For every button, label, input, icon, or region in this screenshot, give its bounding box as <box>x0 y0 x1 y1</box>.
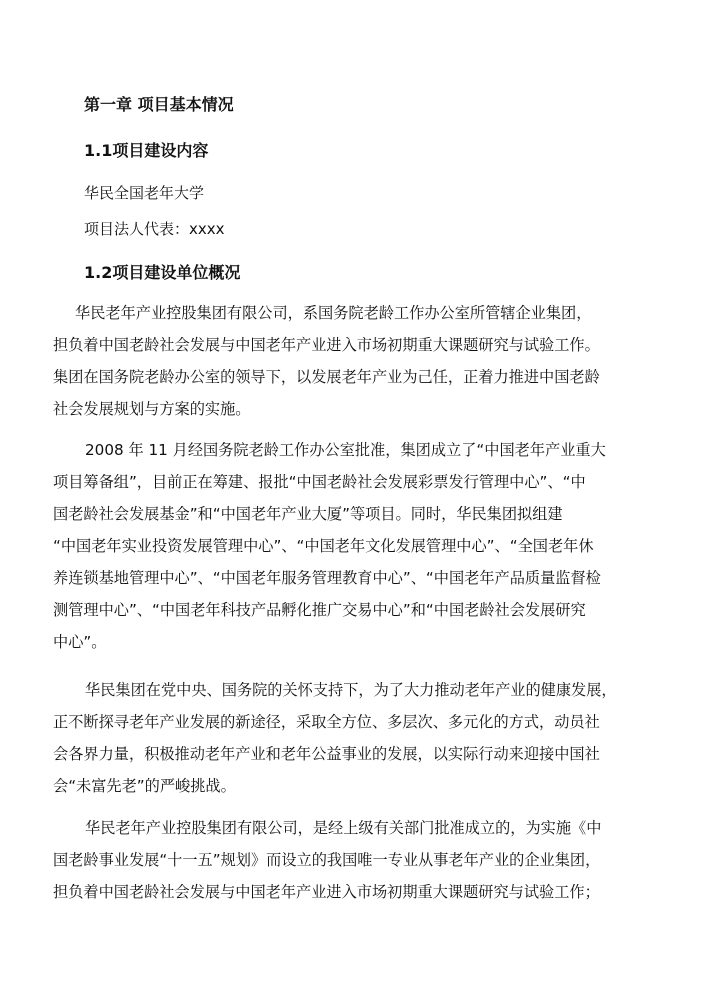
paragraph-line: “中国老年实业投资发展管理中心”、“中国老年文化发展管理中心”、“全国老年休 <box>53 537 594 555</box>
paragraph-line: 集团在国务院老龄办公室的领导下，以发展老年产业为己任，正着力推进中国老龄 <box>53 368 600 386</box>
section-heading-1-1: 1.1项目建设内容 <box>84 141 209 160</box>
paragraph-line: 正不断探寻老年产业发展的新途径，采取全方位、多层次、多元化的方式，动员社 <box>53 713 600 731</box>
paragraph-line: 养连锁基地管理中心”、“中国老年服务管理教育中心”、“中国老年产品质量监督检 <box>53 569 601 587</box>
paragraph-line: 华民老年产业控股集团有限公司，系国务院老龄工作办公室所管辖企业集团， <box>75 304 592 322</box>
paragraph-line: 项目筹备组”，目前正在筹建、报批“中国老龄社会发展彩票发行管理中心”、“中 <box>53 473 586 491</box>
paragraph-line: 会“未富先老”的严峻挑战。 <box>53 777 236 795</box>
paragraph-1 <box>53 297 653 425</box>
paragraph-line: 社会发展规划与方案的实施。 <box>53 400 251 418</box>
paragraph-line: 国老龄事业发展“十一五”规划》而设立的我国唯一专业从事老年产业的企业集团， <box>53 851 601 869</box>
paragraph-line: 国老龄社会发展基金”和“中国老年产业大厦”等项目。同时，华民集团拟组建 <box>53 505 563 523</box>
paragraph-line: 测管理中心”、“中国老年科技产品孵化推广交易中心”和“中国老龄社会发展研究 <box>53 601 586 619</box>
paragraph-3 <box>53 674 653 802</box>
paragraph-line: 2008 年 11 月经国务院老龄工作办公室批准，集团成立了“中国老年产业重大 <box>85 441 606 459</box>
paragraph-2 <box>53 434 653 658</box>
section-heading-1-2: 1.2项目建设单位概况 <box>84 263 241 282</box>
project-name: 华民全国老年大学 <box>84 184 205 202</box>
paragraph-line: 华民老年产业控股集团有限公司，是经上级有关部门批准成立的，为实施《中 <box>85 819 602 837</box>
paragraph-line: 华民集团在党中央、国务院的关怀支持下，为了大力推动老年产业的健康发展， <box>85 681 617 699</box>
paragraph-line: 担负着中国老龄社会发展与中国老年产业进入市场初期重大课题研究与试验工作； <box>53 883 600 901</box>
paragraph-line: 担负着中国老龄社会发展与中国老年产业进入市场初期重大课题研究与试验工作。 <box>53 336 600 354</box>
legal-representative: 项目法人代表：xxxx <box>84 220 225 238</box>
paragraph-line: 中心”。 <box>53 633 107 651</box>
chapter-title: 第一章 项目基本情况 <box>84 95 234 114</box>
paragraph-line: 会各界力量，积极推动老年产业和老年公益事业的发展，以实际行动来迎接中国社 <box>53 745 600 763</box>
paragraph-4 <box>53 812 653 908</box>
